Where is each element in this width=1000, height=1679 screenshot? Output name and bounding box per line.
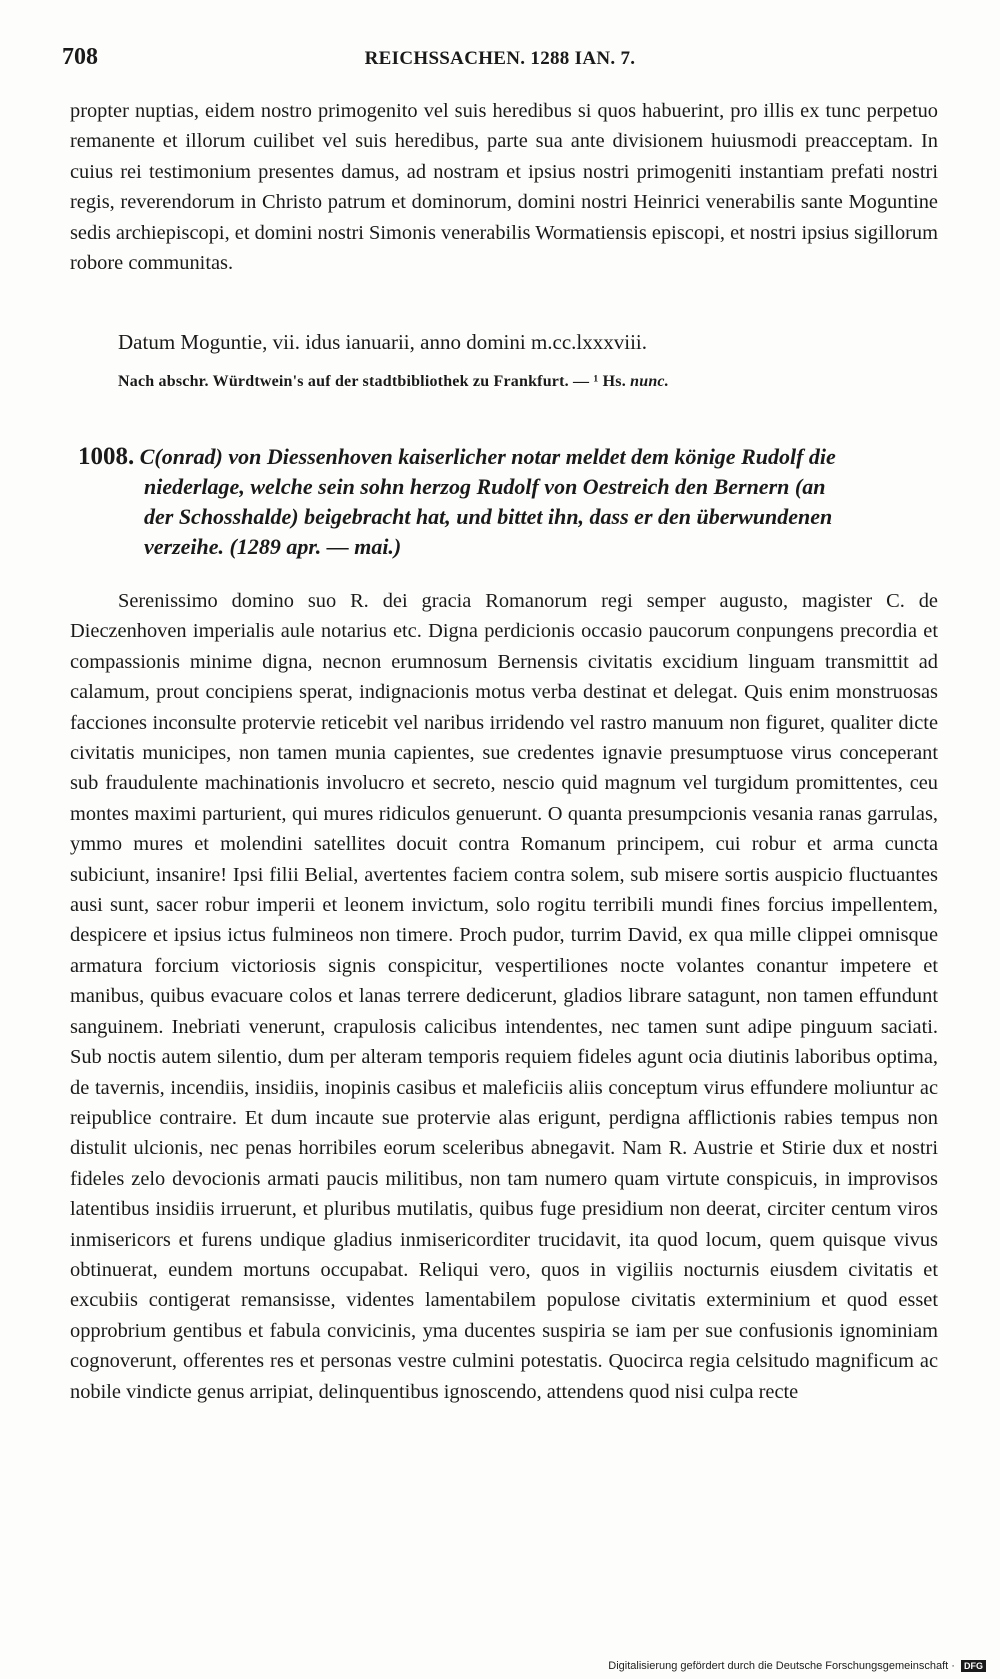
document-number: 1008. xyxy=(78,443,135,470)
footnote-marker: ¹ xyxy=(593,373,599,390)
previous-document-paragraph: propter nuptias, eidem nostro primogenito vel suis heredibus si quos habuerint, pro illis ex tunc perpetuo remanente et illorum cuilibet vel suis heredibus, parte sua ante divisionem huiusmodi preacceptam. In cuius rei testimonium presentes damus, ad nostram et ipsius nostri primogeniti instantiam prefati nostri regis, reverendorum in Christo patrum et dominorum, domini nostri Heinrici venerabilis sante Moguntine sedis archiepiscopi, et domini nostri Simonis venerabilis Wormatiensis episcopi, et nostri ipsius sigillorum robore communitas. xyxy=(70,100,938,275)
running-title: REICHSSACHEN. 1288 IAN. 7. xyxy=(364,48,636,69)
regest-line: verzeihe. (1289 apr. — mai.) xyxy=(144,534,402,559)
regest-line: niederlage, welche sein sohn herzog Rudolf von Oestreich den Bernern (an xyxy=(144,474,826,499)
document-regest xyxy=(78,444,938,562)
source-note xyxy=(118,373,669,391)
document-heading xyxy=(78,442,938,562)
regest-line: C(onrad) von Diessenhoven kaiserlicher notar meldet dem könige Rudolf die xyxy=(139,444,836,469)
document-body xyxy=(70,586,938,1407)
digitization-note: Digitalisierung gefördert durch die Deutsche Forschungsgemeinschaft · xyxy=(608,1660,955,1672)
document-body-paragraph: Serenissimo domino suo R. dei gracia Romanorum regi semper augusto, magister C. de Dieczenhoven imperialis aule notarius etc. Digna perdicionis occasio paucorum conpungens precordia et compassionis minime digna, necnon erumnosum Bernensis civitatis excidium linguam transmittit ad calamum, prout concipiens sperat, indignacionis motus verba destinat et delegat. Quis enim monstruosas facciones inconsulte protervie reticebit vel naribus irridendo vel rastro manuum non figuret, qualiter dicte civitatis municipes, non tamen munia capientes, sue credentes ignavie presumptuose virus conceperant sub fraudulente machinationis involucro et secreto, nescio quid magnum vel turgidum promittentes, ceu montes maximi parturient, qui mures ridiculos genuerunt. O quanta presumpcionis vesania ranas garrulas, ymmo mures et molendini satellites docuit contra Romanum principem, cui robur et arma cuncta subiciunt, insanire! Ipsi filii Belial, avertentes faciem contra solem, sub misere sortis auspicio fluctuantes ausi sunt, sacer robur imperii et leonem invictum, solo rogitu terribili mundi fines forcius impellentem, despicere et ipsius ictus fulmineos non timere. Proch pudor, turrim David, ex qua mille clippei omnisque armatura forcium victoriosis signis conspicitur, vespertiliones nocte volantes conantur impetere et manibus, quibus evacuare colos et lanas terrere dedicerunt, gladios librare satagunt, non tamen effundunt sanguinem. Inebriati venerunt, crapulosis calicibus intendentes, nec tamen sunt adipe pinguum saciati. Sub noctis autem silentio, dum per alteram temporis requiem fideles agunt ocia diutinis laboribus optima, de tavernis, incendiis, insidiis, inopinis casibus et maleficiis aliis conceptum virus effundere moliuntur ac reipublice contraire. Et dum incaute sue protervie alas erigunt, perdigna afflictionis rabies tempus non distulit ulcionis, nec penas horribiles eorum sceleribus abnegavit. Nam R. Austrie et Stirie dux et nostri fideles zelo devocionis armati paucis militibus, non tam numero quam virtute conspicuis, in improvisos latentibus insidiis irruerunt, et pluribus mutilatis, quibus fuge presidium non deerat, circiter centum viros inmisericors et furens undique gladius inmisericorditer trucidavit, ita quod locum, quem quisque vivus obtinuerat, eundem mortuns occupabat. Reliqui vero, quos in vigiliis nocturnis eiusdem civitatis et excubiis contigerat remansisse, videntes lamentabilem populose civitatis exterminium et quod esset opprobrium gentibus et fabula convicinis, yma ducentes suspiria se iam per sue confusionis ignominiam cognoverunt, offerentes res et personas vestre culmini potestatis. Quocirca regia celsitudo magnificum ac nobile vindicte genus arripiat, delinquentibus ignoscendo, attendens quod nisi culpa recte xyxy=(70,590,938,1403)
page-header xyxy=(62,44,938,74)
regest-line: der Schosshalde) beigebracht hat, und bittet ihn, dass er den überwundenen xyxy=(144,504,833,529)
source-note-text: Nach abschr. Würdtwein's auf der stadtbibliothek zu Frankfurt. — xyxy=(118,373,590,390)
footnote-text: Hs. xyxy=(602,373,626,390)
previous-document-text xyxy=(70,96,938,278)
footnote-italic: nunc. xyxy=(630,373,669,390)
page-number: 708 xyxy=(62,44,98,70)
dfg-logo-icon: DFG xyxy=(961,1660,986,1672)
page-footer xyxy=(608,1660,986,1672)
dating-line: Datum Moguntie, vii. idus ianuarii, anno domini m.cc.lxxxviii. xyxy=(118,330,648,354)
